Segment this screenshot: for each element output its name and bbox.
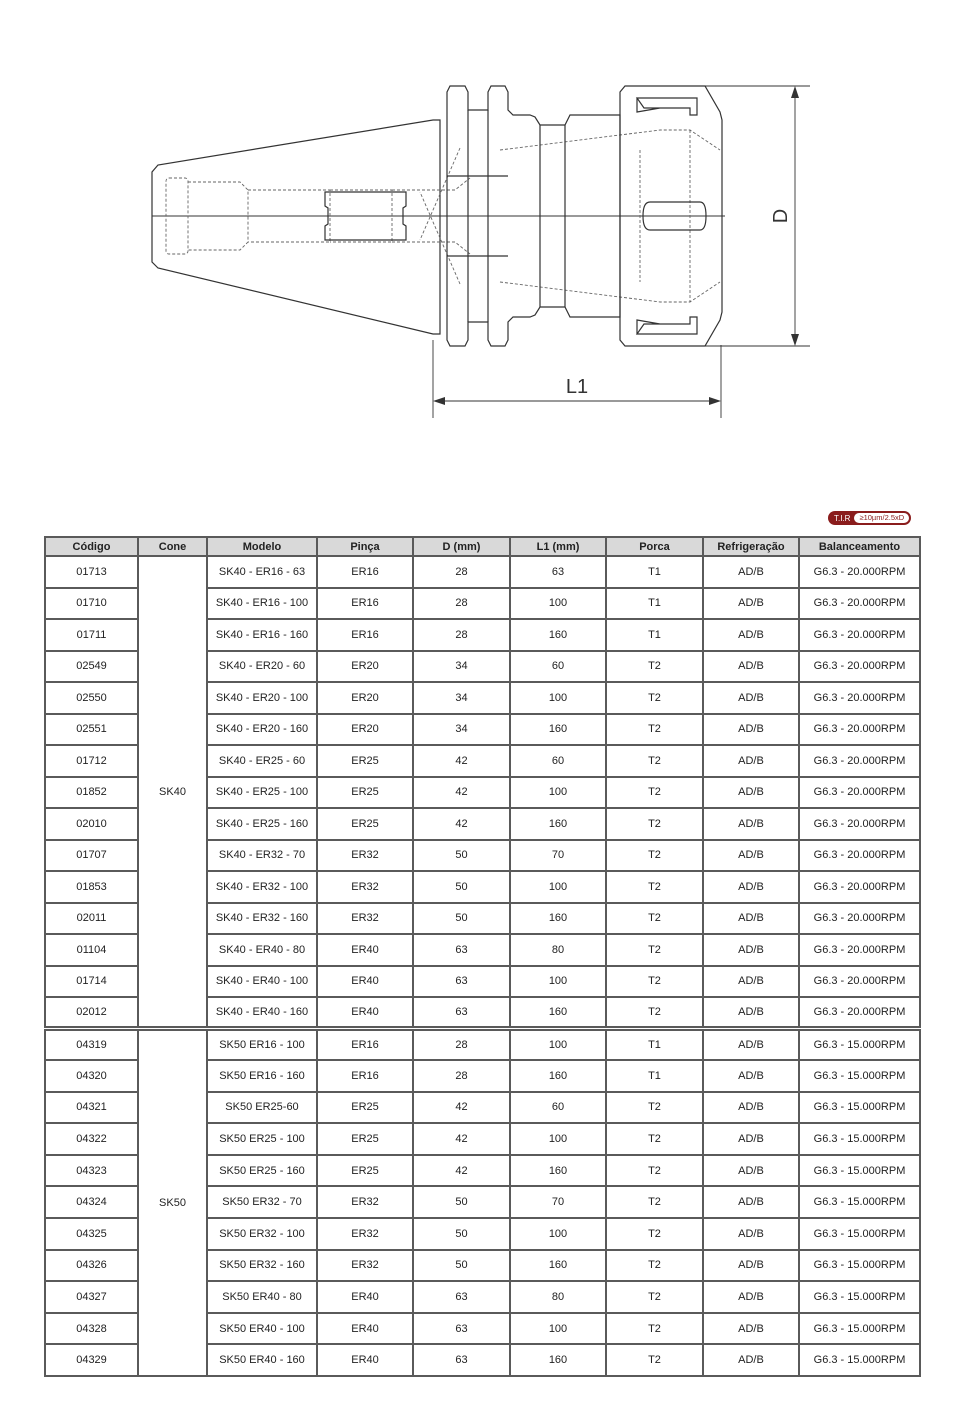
column-header: Porca xyxy=(606,537,703,556)
cell-l1-mm: 80 xyxy=(510,1281,606,1313)
cell-balanceamento: G6.3 - 20.000RPM xyxy=(799,997,920,1029)
cell-codigo: 01710 xyxy=(45,588,138,620)
cell-codigo: 02551 xyxy=(45,714,138,746)
cell-d-mm: 63 xyxy=(413,1313,510,1345)
cell-pinca: ER16 xyxy=(317,556,413,588)
cell-refrigeracao: AD/B xyxy=(703,745,799,777)
cell-l1-mm: 100 xyxy=(510,777,606,809)
cell-pinca: ER40 xyxy=(317,1313,413,1345)
cell-refrigeracao: AD/B xyxy=(703,1029,799,1061)
cell-codigo: 04325 xyxy=(45,1218,138,1250)
cell-codigo: 04323 xyxy=(45,1155,138,1187)
cell-modelo: SK50 ER40 - 80 xyxy=(207,1281,317,1313)
cell-d-mm: 63 xyxy=(413,997,510,1029)
cell-pinca: ER25 xyxy=(317,745,413,777)
cell-refrigeracao: AD/B xyxy=(703,997,799,1029)
cell-porca: T2 xyxy=(606,714,703,746)
cell-refrigeracao: AD/B xyxy=(703,840,799,872)
cell-refrigeracao: AD/B xyxy=(703,1344,799,1376)
cell-d-mm: 34 xyxy=(413,651,510,683)
column-header: Pinça xyxy=(317,537,413,556)
cell-porca: T2 xyxy=(606,651,703,683)
cell-d-mm: 50 xyxy=(413,903,510,935)
cell-pinca: ER40 xyxy=(317,934,413,966)
tir-badge xyxy=(828,511,911,525)
cell-cone: SK50 xyxy=(138,1029,207,1377)
cell-modelo: SK50 ER32 - 70 xyxy=(207,1186,317,1218)
cell-l1-mm: 100 xyxy=(510,1313,606,1345)
cell-porca: T2 xyxy=(606,903,703,935)
cell-pinca: ER25 xyxy=(317,1155,413,1187)
table-row xyxy=(45,1029,920,1061)
cell-l1-mm: 100 xyxy=(510,1123,606,1155)
cell-refrigeracao: AD/B xyxy=(703,1250,799,1282)
cell-porca: T2 xyxy=(606,1313,703,1345)
cell-modelo: SK40 - ER16 - 100 xyxy=(207,588,317,620)
cell-l1-mm: 80 xyxy=(510,934,606,966)
cell-porca: T2 xyxy=(606,1250,703,1282)
cell-porca: T1 xyxy=(606,1060,703,1092)
cell-l1-mm: 160 xyxy=(510,1344,606,1376)
cell-balanceamento: G6.3 - 20.000RPM xyxy=(799,619,920,651)
cell-codigo: 01712 xyxy=(45,745,138,777)
cell-porca: T2 xyxy=(606,682,703,714)
cell-balanceamento: G6.3 - 20.000RPM xyxy=(799,714,920,746)
cell-d-mm: 50 xyxy=(413,840,510,872)
cell-balanceamento: G6.3 - 15.000RPM xyxy=(799,1029,920,1061)
cell-codigo: 04327 xyxy=(45,1281,138,1313)
cell-l1-mm: 160 xyxy=(510,714,606,746)
cell-refrigeracao: AD/B xyxy=(703,1186,799,1218)
cell-codigo: 01707 xyxy=(45,840,138,872)
cell-balanceamento: G6.3 - 20.000RPM xyxy=(799,556,920,588)
cell-l1-mm: 60 xyxy=(510,1092,606,1124)
cell-pinca: ER16 xyxy=(317,1060,413,1092)
cell-codigo: 01711 xyxy=(45,619,138,651)
cell-balanceamento: G6.3 - 20.000RPM xyxy=(799,840,920,872)
cell-l1-mm: 100 xyxy=(510,871,606,903)
cell-l1-mm: 70 xyxy=(510,1186,606,1218)
cell-d-mm: 42 xyxy=(413,777,510,809)
spec-table xyxy=(44,536,921,1377)
cell-refrigeracao: AD/B xyxy=(703,1281,799,1313)
table-header-row xyxy=(45,537,920,556)
cell-modelo: SK50 ER25-60 xyxy=(207,1092,317,1124)
cell-modelo: SK50 ER25 - 100 xyxy=(207,1123,317,1155)
cell-d-mm: 28 xyxy=(413,619,510,651)
cell-pinca: ER20 xyxy=(317,714,413,746)
cell-l1-mm: 100 xyxy=(510,1218,606,1250)
cell-l1-mm: 160 xyxy=(510,1060,606,1092)
cell-d-mm: 50 xyxy=(413,1250,510,1282)
tir-value: ≥10µm/2.5xD xyxy=(854,513,909,523)
cell-d-mm: 28 xyxy=(413,588,510,620)
cell-balanceamento: G6.3 - 15.000RPM xyxy=(799,1060,920,1092)
cell-refrigeracao: AD/B xyxy=(703,619,799,651)
cell-codigo: 04329 xyxy=(45,1344,138,1376)
cell-codigo: 04322 xyxy=(45,1123,138,1155)
cell-codigo: 01104 xyxy=(45,934,138,966)
column-header: L1 (mm) xyxy=(510,537,606,556)
cell-d-mm: 42 xyxy=(413,1092,510,1124)
cell-pinca: ER40 xyxy=(317,1344,413,1376)
cell-d-mm: 50 xyxy=(413,1218,510,1250)
cell-porca: T1 xyxy=(606,1029,703,1061)
cell-balanceamento: G6.3 - 15.000RPM xyxy=(799,1313,920,1345)
cell-d-mm: 34 xyxy=(413,714,510,746)
cell-modelo: SK50 ER25 - 160 xyxy=(207,1155,317,1187)
cell-porca: T2 xyxy=(606,808,703,840)
cell-modelo: SK40 - ER16 - 160 xyxy=(207,619,317,651)
cell-l1-mm: 100 xyxy=(510,682,606,714)
cell-cone: SK40 xyxy=(138,556,207,1029)
cell-refrigeracao: AD/B xyxy=(703,934,799,966)
cell-codigo: 02012 xyxy=(45,997,138,1029)
cell-modelo: SK50 ER32 - 160 xyxy=(207,1250,317,1282)
cell-codigo: 02010 xyxy=(45,808,138,840)
cell-refrigeracao: AD/B xyxy=(703,588,799,620)
cell-codigo: 04320 xyxy=(45,1060,138,1092)
cell-porca: T2 xyxy=(606,1155,703,1187)
cell-modelo: SK40 - ER40 - 160 xyxy=(207,997,317,1029)
cell-modelo: SK40 - ER25 - 60 xyxy=(207,745,317,777)
cell-modelo: SK40 - ER20 - 160 xyxy=(207,714,317,746)
cell-balanceamento: G6.3 - 15.000RPM xyxy=(799,1250,920,1282)
cell-modelo: SK40 - ER25 - 160 xyxy=(207,808,317,840)
cell-refrigeracao: AD/B xyxy=(703,1092,799,1124)
cell-refrigeracao: AD/B xyxy=(703,777,799,809)
cell-balanceamento: G6.3 - 20.000RPM xyxy=(799,871,920,903)
cell-pinca: ER25 xyxy=(317,1092,413,1124)
column-header: Código xyxy=(45,537,138,556)
cell-d-mm: 28 xyxy=(413,556,510,588)
cell-porca: T2 xyxy=(606,871,703,903)
cell-modelo: SK50 ER40 - 100 xyxy=(207,1313,317,1345)
cell-l1-mm: 60 xyxy=(510,745,606,777)
cell-porca: T2 xyxy=(606,966,703,998)
cell-balanceamento: G6.3 - 20.000RPM xyxy=(799,808,920,840)
cell-balanceamento: G6.3 - 20.000RPM xyxy=(799,682,920,714)
cell-porca: T2 xyxy=(606,934,703,966)
cell-porca: T2 xyxy=(606,1218,703,1250)
cell-l1-mm: 70 xyxy=(510,840,606,872)
cell-d-mm: 63 xyxy=(413,1344,510,1376)
cell-balanceamento: G6.3 - 20.000RPM xyxy=(799,588,920,620)
cell-codigo: 01853 xyxy=(45,871,138,903)
cell-porca: T2 xyxy=(606,1281,703,1313)
table-row xyxy=(45,556,920,588)
taper-cone xyxy=(152,120,440,334)
cell-porca: T2 xyxy=(606,1186,703,1218)
cell-l1-mm: 100 xyxy=(510,966,606,998)
cell-d-mm: 63 xyxy=(413,966,510,998)
cell-refrigeracao: AD/B xyxy=(703,651,799,683)
cell-codigo: 02549 xyxy=(45,651,138,683)
cell-pinca: ER32 xyxy=(317,840,413,872)
cell-pinca: ER20 xyxy=(317,651,413,683)
cell-codigo: 01713 xyxy=(45,556,138,588)
cell-l1-mm: 60 xyxy=(510,651,606,683)
cell-d-mm: 63 xyxy=(413,1281,510,1313)
cell-d-mm: 42 xyxy=(413,1123,510,1155)
cell-codigo: 01714 xyxy=(45,966,138,998)
cell-pinca: ER25 xyxy=(317,808,413,840)
cell-balanceamento: G6.3 - 20.000RPM xyxy=(799,934,920,966)
cell-pinca: ER40 xyxy=(317,997,413,1029)
cell-porca: T2 xyxy=(606,777,703,809)
cell-modelo: SK40 - ER32 - 100 xyxy=(207,871,317,903)
cell-pinca: ER40 xyxy=(317,1281,413,1313)
cell-refrigeracao: AD/B xyxy=(703,1218,799,1250)
cell-balanceamento: G6.3 - 15.000RPM xyxy=(799,1281,920,1313)
cell-modelo: SK50 ER16 - 100 xyxy=(207,1029,317,1061)
cell-l1-mm: 100 xyxy=(510,588,606,620)
cell-d-mm: 42 xyxy=(413,745,510,777)
column-header: D (mm) xyxy=(413,537,510,556)
cell-d-mm: 42 xyxy=(413,1155,510,1187)
cell-refrigeracao: AD/B xyxy=(703,903,799,935)
cell-pinca: ER16 xyxy=(317,619,413,651)
cell-d-mm: 34 xyxy=(413,682,510,714)
cell-codigo: 02550 xyxy=(45,682,138,714)
cell-balanceamento: G6.3 - 15.000RPM xyxy=(799,1218,920,1250)
cell-refrigeracao: AD/B xyxy=(703,1123,799,1155)
cell-d-mm: 63 xyxy=(413,934,510,966)
cell-modelo: SK40 - ER20 - 60 xyxy=(207,651,317,683)
cell-refrigeracao: AD/B xyxy=(703,1060,799,1092)
cell-refrigeracao: AD/B xyxy=(703,682,799,714)
cell-d-mm: 50 xyxy=(413,1186,510,1218)
cell-balanceamento: G6.3 - 20.000RPM xyxy=(799,651,920,683)
cell-modelo: SK50 ER40 - 160 xyxy=(207,1344,317,1376)
cell-pinca: ER32 xyxy=(317,1250,413,1282)
tir-label: T.I.R xyxy=(834,513,851,523)
cell-pinca: ER25 xyxy=(317,777,413,809)
cell-l1-mm: 160 xyxy=(510,1155,606,1187)
cell-l1-mm: 100 xyxy=(510,1029,606,1061)
cell-pinca: ER32 xyxy=(317,1186,413,1218)
cell-pinca: ER40 xyxy=(317,966,413,998)
cell-modelo: SK40 - ER40 - 80 xyxy=(207,934,317,966)
column-header: Refrigeração xyxy=(703,537,799,556)
cell-l1-mm: 160 xyxy=(510,808,606,840)
cell-porca: T2 xyxy=(606,1344,703,1376)
cell-d-mm: 28 xyxy=(413,1060,510,1092)
column-header: Balanceamento xyxy=(799,537,920,556)
cell-pinca: ER32 xyxy=(317,1218,413,1250)
cell-refrigeracao: AD/B xyxy=(703,1313,799,1345)
cell-modelo: SK40 - ER40 - 100 xyxy=(207,966,317,998)
cell-balanceamento: G6.3 - 20.000RPM xyxy=(799,777,920,809)
cell-codigo: 04321 xyxy=(45,1092,138,1124)
cell-l1-mm: 63 xyxy=(510,556,606,588)
cell-pinca: ER16 xyxy=(317,1029,413,1061)
cell-balanceamento: G6.3 - 15.000RPM xyxy=(799,1155,920,1187)
cell-l1-mm: 160 xyxy=(510,1250,606,1282)
cell-codigo: 04328 xyxy=(45,1313,138,1345)
cell-refrigeracao: AD/B xyxy=(703,556,799,588)
cell-d-mm: 28 xyxy=(413,1029,510,1061)
cell-porca: T1 xyxy=(606,619,703,651)
cell-modelo: SK50 ER32 - 100 xyxy=(207,1218,317,1250)
cell-modelo: SK40 - ER32 - 70 xyxy=(207,840,317,872)
cell-modelo: SK50 ER16 - 160 xyxy=(207,1060,317,1092)
cell-balanceamento: G6.3 - 20.000RPM xyxy=(799,966,920,998)
cell-refrigeracao: AD/B xyxy=(703,714,799,746)
cell-modelo: SK40 - ER16 - 63 xyxy=(207,556,317,588)
cell-balanceamento: G6.3 - 15.000RPM xyxy=(799,1092,920,1124)
cell-modelo: SK40 - ER20 - 100 xyxy=(207,682,317,714)
dimension-d-label: D xyxy=(770,208,792,224)
cell-balanceamento: G6.3 - 20.000RPM xyxy=(799,903,920,935)
cell-pinca: ER25 xyxy=(317,1123,413,1155)
cell-balanceamento: G6.3 - 20.000RPM xyxy=(799,745,920,777)
cell-d-mm: 42 xyxy=(413,808,510,840)
cell-modelo: SK40 - ER32 - 160 xyxy=(207,903,317,935)
cell-codigo: 04326 xyxy=(45,1250,138,1282)
cell-balanceamento: G6.3 - 15.000RPM xyxy=(799,1123,920,1155)
cell-codigo: 04324 xyxy=(45,1186,138,1218)
cell-l1-mm: 160 xyxy=(510,997,606,1029)
cell-l1-mm: 160 xyxy=(510,619,606,651)
column-header: Cone xyxy=(138,537,207,556)
cell-porca: T2 xyxy=(606,745,703,777)
cell-codigo: 02011 xyxy=(45,903,138,935)
cell-porca: T2 xyxy=(606,1123,703,1155)
cell-porca: T2 xyxy=(606,997,703,1029)
cell-porca: T2 xyxy=(606,840,703,872)
cell-codigo: 04319 xyxy=(45,1029,138,1061)
dimension-l1-label: L1 xyxy=(565,376,589,398)
cell-l1-mm: 160 xyxy=(510,903,606,935)
cell-balanceamento: G6.3 - 15.000RPM xyxy=(799,1344,920,1376)
cell-balanceamento: G6.3 - 15.000RPM xyxy=(799,1186,920,1218)
cell-refrigeracao: AD/B xyxy=(703,808,799,840)
cell-refrigeracao: AD/B xyxy=(703,871,799,903)
cell-pinca: ER16 xyxy=(317,588,413,620)
cell-d-mm: 50 xyxy=(413,871,510,903)
cell-pinca: ER32 xyxy=(317,871,413,903)
cell-porca: T1 xyxy=(606,588,703,620)
cell-porca: T1 xyxy=(606,556,703,588)
column-header: Modelo xyxy=(207,537,317,556)
cell-modelo: SK40 - ER25 - 100 xyxy=(207,777,317,809)
tool-holder-drawing xyxy=(0,0,962,440)
cell-porca: T2 xyxy=(606,1092,703,1124)
cell-pinca: ER20 xyxy=(317,682,413,714)
cell-refrigeracao: AD/B xyxy=(703,1155,799,1187)
cell-codigo: 01852 xyxy=(45,777,138,809)
cell-refrigeracao: AD/B xyxy=(703,966,799,998)
cell-pinca: ER32 xyxy=(317,903,413,935)
